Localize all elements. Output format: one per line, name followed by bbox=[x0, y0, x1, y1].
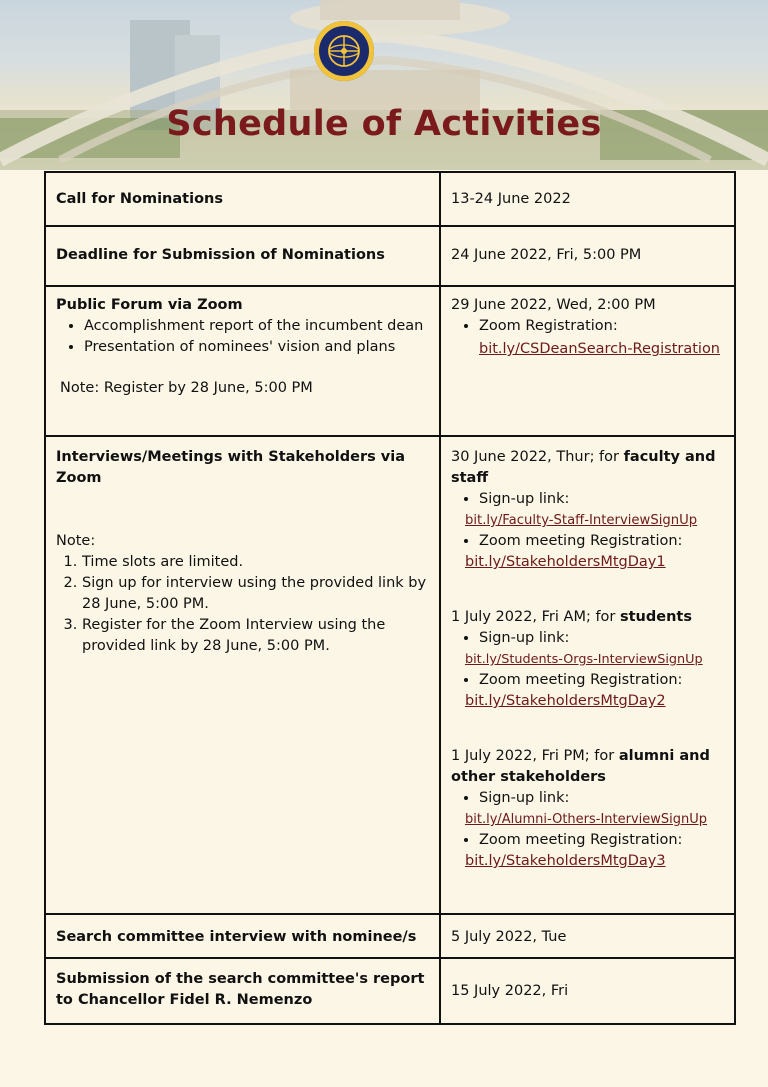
table-row bbox=[45, 436, 735, 914]
list-item bbox=[465, 830, 724, 872]
signup-label: Sign-up link: bbox=[479, 790, 570, 806]
session-group: faculty and staff bbox=[451, 449, 716, 486]
table-row bbox=[45, 172, 735, 226]
table-row bbox=[45, 914, 735, 958]
note-label: Note: bbox=[56, 533, 96, 549]
list-item bbox=[465, 670, 724, 712]
activity-date: 5 July 2022, Tue bbox=[451, 929, 567, 945]
activity-date: 29 June 2022, Wed, 2:00 PM bbox=[451, 297, 656, 313]
activity-date: 24 June 2022, Fri, 5:00 PM bbox=[451, 247, 642, 263]
session-students bbox=[451, 607, 724, 712]
session-alumni bbox=[451, 746, 724, 872]
activity-date: 15 July 2022, Fri bbox=[451, 983, 569, 999]
campus-background-image bbox=[0, 0, 768, 170]
list-item bbox=[479, 316, 724, 360]
list-item: 1. Time slots are limited. bbox=[82, 552, 429, 573]
zoom-registration-link[interactable]: bit.ly/StakeholdersMtgDay2 bbox=[465, 693, 666, 709]
activity-label: Call for Nominations bbox=[56, 191, 223, 207]
activity-label: Public Forum via Zoom bbox=[56, 297, 243, 313]
college-of-science-logo bbox=[313, 20, 375, 82]
list-item: • Accomplishment report of the incumbent dean bbox=[84, 316, 429, 337]
activity-label: Interviews/Meetings with Stakeholders via Zoom bbox=[56, 449, 406, 486]
session-faculty-staff bbox=[451, 447, 724, 573]
header-banner bbox=[0, 0, 768, 170]
list-item bbox=[465, 788, 724, 830]
interview-notes-list bbox=[56, 552, 429, 657]
session-group: students bbox=[620, 609, 692, 625]
forum-note: Note: Register by 28 June, 5:00 PM bbox=[60, 380, 313, 396]
list-item: 3. Register for the Zoom Interview using the provided link by 28 June, 5:00 PM. bbox=[82, 615, 429, 657]
zoom-registration-link[interactable]: bit.ly/StakeholdersMtgDay1 bbox=[465, 554, 666, 570]
list-item bbox=[465, 628, 724, 670]
activity-date: 13-24 June 2022 bbox=[451, 191, 571, 207]
session-date: 1 July 2022, Fri AM; for bbox=[451, 609, 620, 625]
table-row bbox=[45, 286, 735, 436]
activity-label: Submission of the search committee's report to Chancellor Fidel R. Nemenzo bbox=[56, 971, 425, 1008]
activity-label: Deadline for Submission of Nominations bbox=[56, 247, 385, 263]
list-item: • Presentation of nominees' vision and plans bbox=[84, 337, 429, 358]
schedule-table bbox=[44, 171, 736, 1025]
page-title: Schedule of Activities bbox=[166, 104, 602, 144]
zoom-registration-link[interactable]: bit.ly/CSDeanSearch-Registration bbox=[479, 341, 720, 357]
signup-link[interactable]: bit.ly/Faculty-Staff-InterviewSignUp bbox=[465, 513, 698, 528]
zoom-registration-label: Zoom Registration: bbox=[479, 318, 618, 334]
zoom-registration-label: Zoom meeting Registration: bbox=[479, 533, 683, 549]
list-item bbox=[465, 489, 724, 531]
list-item bbox=[465, 531, 724, 573]
signup-link[interactable]: bit.ly/Alumni-Others-InterviewSignUp bbox=[465, 812, 708, 827]
table-row bbox=[45, 958, 735, 1024]
session-date: 30 June 2022, Thur; for bbox=[451, 449, 624, 465]
signup-label: Sign-up link: bbox=[479, 630, 570, 646]
forum-agenda-list bbox=[56, 316, 429, 358]
activity-label: Search committee interview with nominee/s bbox=[56, 929, 417, 945]
session-date: 1 July 2022, Fri PM; for bbox=[451, 748, 619, 764]
list-item: 2. Sign up for interview using the provided link by 28 June, 5:00 PM. bbox=[82, 573, 429, 615]
table-row bbox=[45, 226, 735, 286]
zoom-registration-link[interactable]: bit.ly/StakeholdersMtgDay3 bbox=[465, 853, 666, 869]
session-group: alumni and other stakeholders bbox=[451, 748, 710, 785]
zoom-registration-label: Zoom meeting Registration: bbox=[479, 672, 683, 688]
signup-link[interactable]: bit.ly/Students-Orgs-InterviewSignUp bbox=[465, 652, 703, 667]
zoom-registration-label: Zoom meeting Registration: bbox=[479, 832, 683, 848]
signup-label: Sign-up link: bbox=[479, 491, 570, 507]
